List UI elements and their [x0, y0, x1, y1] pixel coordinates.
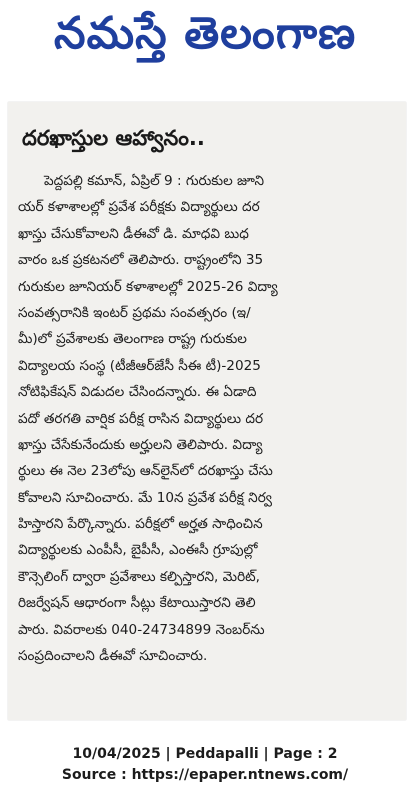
article-body [18, 168, 396, 669]
article-line: యర్ కళాశాలల్లో ప్రవేశ పరీక్షకు విద్యార్థులు దర [18, 199, 260, 216]
article-line: కౌన్సెలింగ్ ద్వారా ప్రవేశాలు కల్పిస్తారని, మెరిట్, [18, 568, 260, 585]
article-line: విద్యాలయ సంస్థ (టీజీఆర్‌జేసీ సీఈ టీ)-2025 [18, 357, 261, 374]
article-clipping [8, 102, 406, 720]
article-line: రిజర్వేషన్ ఆధారంగా సీట్లు కేటాయిస్తారని తెలి [18, 595, 256, 612]
publication-info: 10/04/2025 | Peddapalli | Page : 2 [72, 746, 338, 762]
article-line: పెద్దపల్లి కమాన్, ఏప్రిల్ 9 : గురుకుల జూని [44, 173, 265, 189]
article-line: సంవత్సరానికి ఇంటర్ ప్రథమ సంవత్సరం (ఇ/ [18, 304, 251, 321]
article-line: ఖాస్తు చేసుకోవాలని డీఈవో డి. మాధవి బుధ [18, 225, 249, 242]
newspaper-logo: నమస్తే తెలంగాణ [53, 8, 357, 59]
article-line: విద్యార్థులకు ఎంపీసీ, బైపీసీ, ఎంఈసీ గ్రూపుల్లో [18, 542, 258, 559]
article-line: గురుకుల జూనియర్ కళాశాలల్లో 2025-26 విద్యా [18, 278, 278, 295]
article-headline: దరఖాస్తుల ఆహ్వానం.. [22, 126, 205, 150]
article-line: ర్థులు ఈ నెల 23లోపు ఆన్‌లైన్‌లో దరఖాస్తు చేసు [18, 463, 273, 480]
article-line: ఖాస్తు చేసేకునేందుకు అర్హులని తెలిపారు. విద్యా [18, 436, 263, 453]
article-line: మీ)లో ప్రవేశాలకు తెలంగాణ రాష్ట్ర గురుకుల [18, 331, 247, 348]
article-line: హిస్తారని పేర్కొన్నారు. పరీక్షలో అర్హత సాధించిన [18, 516, 263, 533]
article-line: పారు. వివరాలకు 040-24734899 నెంబర్‌ను [18, 621, 265, 638]
source-credit: Source : https://epaper.ntnews.com/ [61, 767, 349, 783]
article-line: పదో తరగతి వార్షిక పరీక్ష రాసిన విద్యార్థులు దర [18, 410, 264, 427]
article-line: సంప్రదించాలని డీఈవో సూచించారు. [18, 648, 208, 665]
masthead [0, 0, 410, 78]
article-line: కోవాలని సూచించారు. మే 10న ప్రవేశ పరీక్ష నిర్వ [18, 489, 273, 506]
article-line: వారం ఒక ప్రకటనలో తెలిపారు. రాష్ట్రంలోని 35 [18, 252, 264, 269]
article-line: నోటిఫికేషన్ విడుదల చేసిందన్నారు. ఈ ఏడాది [18, 384, 257, 401]
